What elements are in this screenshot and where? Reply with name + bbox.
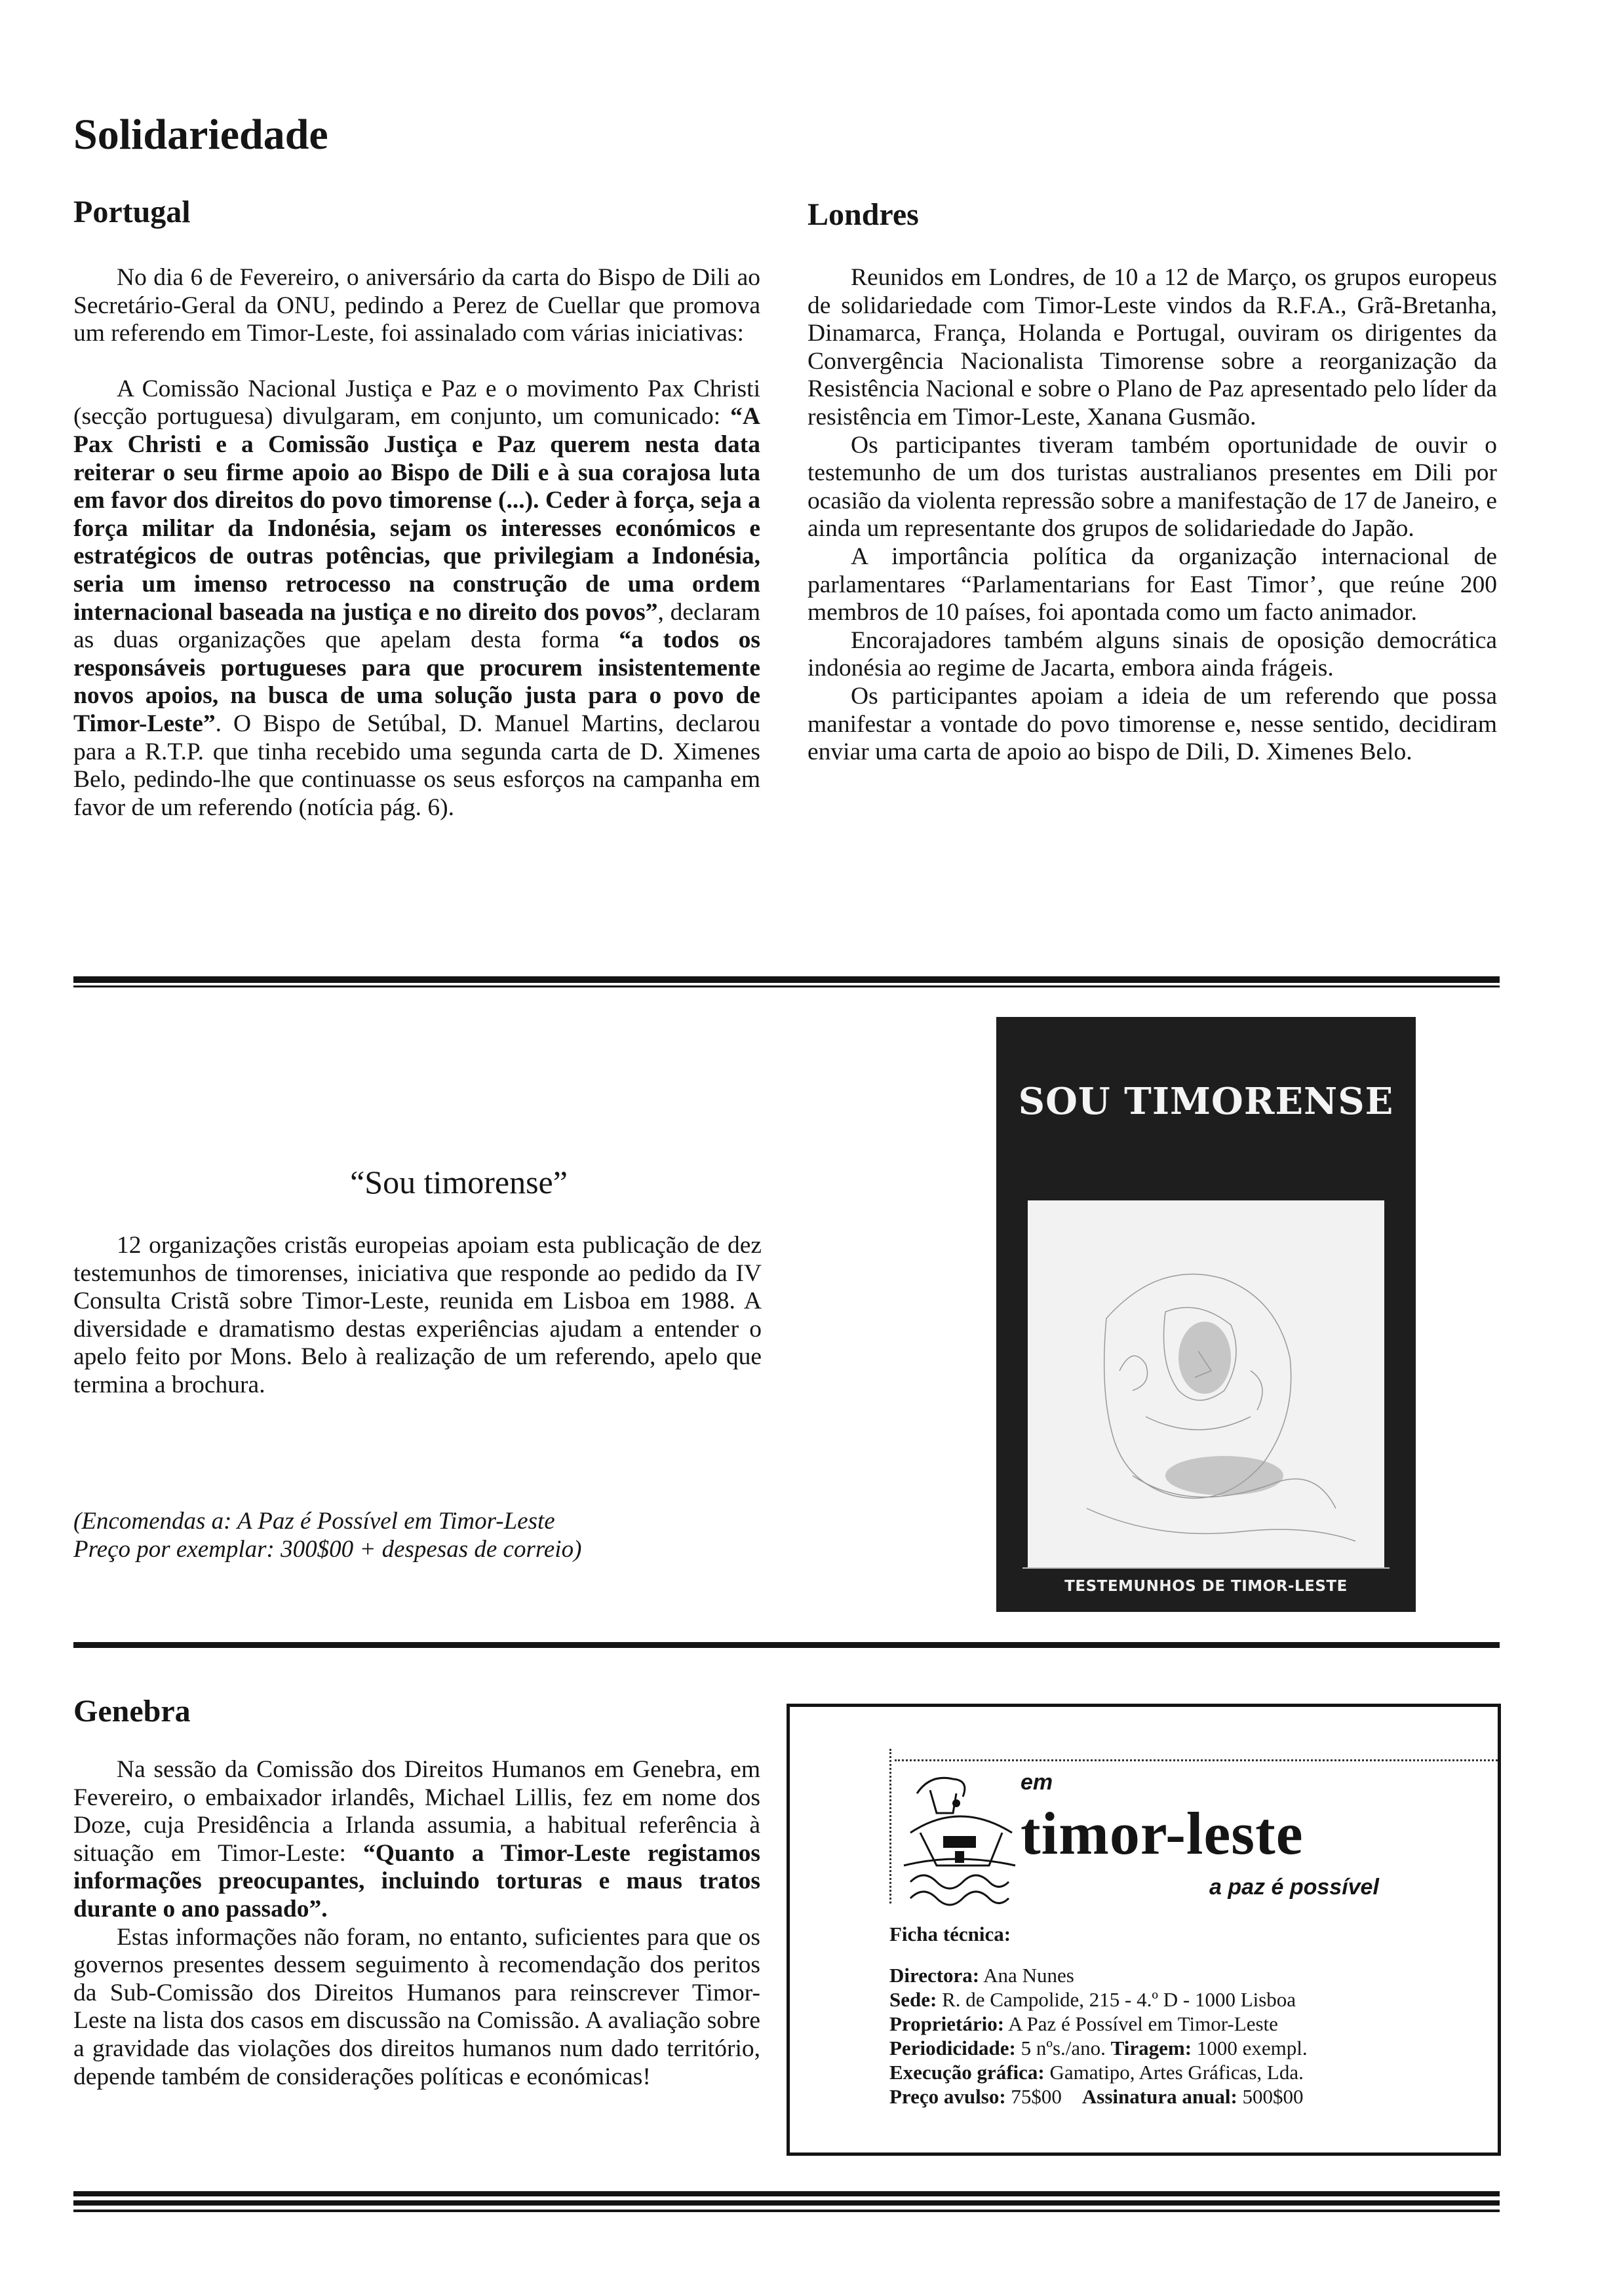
field-value: 5 nºs./ano.	[1021, 2037, 1106, 2059]
bottom-rule	[73, 2200, 1500, 2206]
section-divider	[73, 1642, 1500, 1648]
section-divider-thin	[73, 985, 1500, 987]
bottom-rule	[73, 2191, 1500, 2196]
cover-subtitle: TESTEMUNHOS DE TIMOR-LESTE	[1064, 1578, 1348, 1595]
genebra-paragraph-1	[73, 1756, 760, 1924]
ficha-label	[889, 1922, 1479, 1946]
ficha-preco	[889, 2084, 1479, 2109]
londres-body	[808, 264, 1497, 767]
cover-illustration	[1028, 1200, 1384, 1567]
londres-paragraph-2: Os participantes tiveram também oportunidade de ouvir o testemunho de um dos turistas australianos presentes em Dili por ocasião da violenta repressão sobre a manifestação de 17 de Janeiro, e ainda um representante dos grupos de solidariedade do Japão.	[808, 431, 1497, 543]
cover-line	[1022, 1567, 1390, 1569]
field-label: Directora:	[889, 1964, 980, 1987]
field-label: Periodicidade:	[889, 2037, 1016, 2059]
order-line-2: Preço por exemplar: 300$00 + despesas de correio)	[73, 1536, 582, 1563]
londres-paragraph-1: Reunidos em Londres, de 10 a 12 de Março, os grupos europeus de solidariedade com Timor-Leste vindos da R.F.A., Grã-Bretanha, Dinamarca, França, Holanda e Portugal, ouviram os dirigentes da Convergência Nacionalista Timorense sobre a reorganização da Resistência Nacional e sobre o Plano de Paz apresentado pelo líder da resistência em Timor-Leste, Xanana Gusmão.	[808, 264, 1497, 430]
ficha-sede	[889, 1987, 1479, 2012]
sketch-image	[1028, 1200, 1384, 1567]
order-line-1: (Encomendas a: A Paz é Possível em Timor-Leste	[73, 1508, 555, 1535]
text-span: , declaram as duas organizações que apelam desta forma	[73, 598, 761, 654]
londres-paragraph-4: Encorajadores também alguns sinais de oposição democrática indonésia ao regime de Jacarta, embora ainda frágeis.	[808, 626, 1497, 682]
sou-timorense-body	[73, 1232, 762, 1400]
text-span: Na sessão da Comissão dos Direitos Humanos em Genebra, em Fevereiro, o embaixador irlandês, Michael Lillis, fez em nome dos Doze, cuja Presidência a Irlanda assumia, a habitual referência à situação em Timor-Leste:	[73, 1756, 760, 1867]
cover-title: SOU TIMORENSE	[1018, 1080, 1394, 1123]
portugal-body	[73, 264, 760, 822]
londres-paragraph-3: A importância política da organização internacional de parlamentares “Parlamentarians for East Timor’, que reúne 200 membros de 10 países, foi apontada como um facto animador.	[808, 543, 1497, 626]
bottom-rule	[73, 2210, 1500, 2212]
genebra-body	[73, 1756, 760, 2091]
field-value: 75$00	[1011, 2085, 1062, 2108]
ficha-heading: Ficha técnica:	[889, 1923, 1011, 1945]
masthead-dotted-rule	[895, 1759, 1498, 1761]
field-label: Sede:	[889, 1988, 937, 2011]
sou-timorense-heading: “Sou timorense”	[350, 1164, 568, 1200]
timor-leste-logo-icon	[891, 1767, 1028, 1911]
genebra-heading: Genebra	[73, 1694, 191, 1729]
field-label: Assinatura anual:	[1081, 2085, 1237, 2108]
quote-bold: “A Pax Christi e a Comissão Justiça e Paz querem nesta data reiterar o seu firme apoio ao Bispo de Dili e à sua corajosa luta em favor dos direitos do povo timorense (...). Ceder à força, seja a força militar da Indonésia, sejam os interesses económicos e estratégicos de outras potências, que privilegiam a Indonésia, seria um imenso retrocesso na construção de uma ordem internacional baseada na justiça e no direito dos povos”	[73, 403, 760, 626]
order-info	[73, 1507, 581, 1563]
masthead-tagline: a paz é possível	[1209, 1875, 1379, 1900]
quote-bold: “a todos os responsáveis portugueses para que procurem insistentemente novos apoios, na busca de uma solução justa para o povo de Timor-Leste”	[73, 626, 761, 737]
ficha-execucao	[889, 2060, 1479, 2084]
text-span: . O Bispo de Setúbal, D. Manuel Martins, declarou para a R.T.P. que tinha recebido uma segunda carta de D. Ximenes Belo, pedindo-lhe que continuasse os seus esforços na campanha em favor de um referendo (notícia pág. 6).	[73, 710, 760, 821]
text-span: A Comissão Nacional Justiça e Paz e o movimento Pax Christi (secção portuguesa) divulgaram, em conjunto, um comunicado:	[73, 375, 760, 430]
field-value: 1000 exempl.	[1196, 2037, 1308, 2059]
portugal-paragraph-2	[73, 375, 760, 822]
portugal-paragraph-1: No dia 6 de Fevereiro, o aniversário da carta do Bispo de Dili ao Secretário-Geral da ONU, pedindo a Perez de Cuellar que promova um referendo em Timor-Leste, foi assinalado com várias iniciativas:	[73, 264, 760, 347]
field-value: A Paz é Possível em Timor-Leste	[1008, 2012, 1278, 2035]
field-label: Preço avulso:	[889, 2085, 1006, 2108]
quote-bold: “Quanto a Timor-Leste registamos informações preocupantes, incluindo torturas e maus tratos durante o ano passado”.	[73, 1839, 760, 1923]
ficha-tecnica	[889, 1922, 1479, 2109]
londres-paragraph-5: Os participantes apoiam a ideia de um referendo que possa manifestar a vontade do povo timorense e, nesse sentido, decidiram enviar uma carta de apoio ao bispo de Dili, D. Ximenes Belo.	[808, 682, 1497, 766]
field-value: Gamatipo, Artes Gráficas, Lda.	[1049, 2061, 1304, 2084]
field-label: Proprietário:	[889, 2012, 1005, 2035]
field-value: R. de Campolide, 215 - 4.º D - 1000 Lisboa	[942, 1988, 1296, 2011]
sou-timorense-paragraph: 12 organizações cristãs europeias apoiam esta publicação de dez testemunhos de timorenses, iniciativa que responde ao pedido da IV Consulta Cristã sobre Timor-Leste, reunida em Lisboa em 1988. A diversidade e dramatismo destas experiências ajudam a entender o apelo feito por Mons. Belo à realização de um referendo, apelo que termina a brochura.	[73, 1232, 762, 1398]
book-cover	[996, 1017, 1416, 1612]
ficha-periodicidade	[889, 2036, 1479, 2060]
ficha-directora	[889, 1963, 1479, 1987]
field-value: 500$00	[1242, 2085, 1304, 2108]
section-divider	[73, 976, 1500, 983]
masthead-box	[787, 1704, 1501, 2156]
field-label: Execução gráfica:	[889, 2061, 1045, 2084]
page-title: Solidariedade	[73, 111, 328, 159]
field-value: Ana Nunes	[983, 1964, 1074, 1987]
ficha-proprietario	[889, 2012, 1479, 2036]
masthead-title: timor-leste	[1021, 1800, 1304, 1867]
masthead-em: em	[1021, 1770, 1053, 1795]
field-label: Tiragem:	[1110, 2037, 1192, 2059]
portugal-heading: Portugal	[73, 195, 191, 229]
genebra-paragraph-2: Estas informações não foram, no entanto, suficientes para que os governos presentes dessem seguimento à recomendação dos peritos da Sub-Comissão dos Direitos Humanos para reinscrever Timor-Leste na lista dos casos em discussão na Comissão. A avaliação sobre a gravidade das violações dos direitos humanos num dado território, depende também de considerações políticas e económicas!	[73, 1923, 760, 2090]
londres-heading: Londres	[808, 197, 919, 232]
